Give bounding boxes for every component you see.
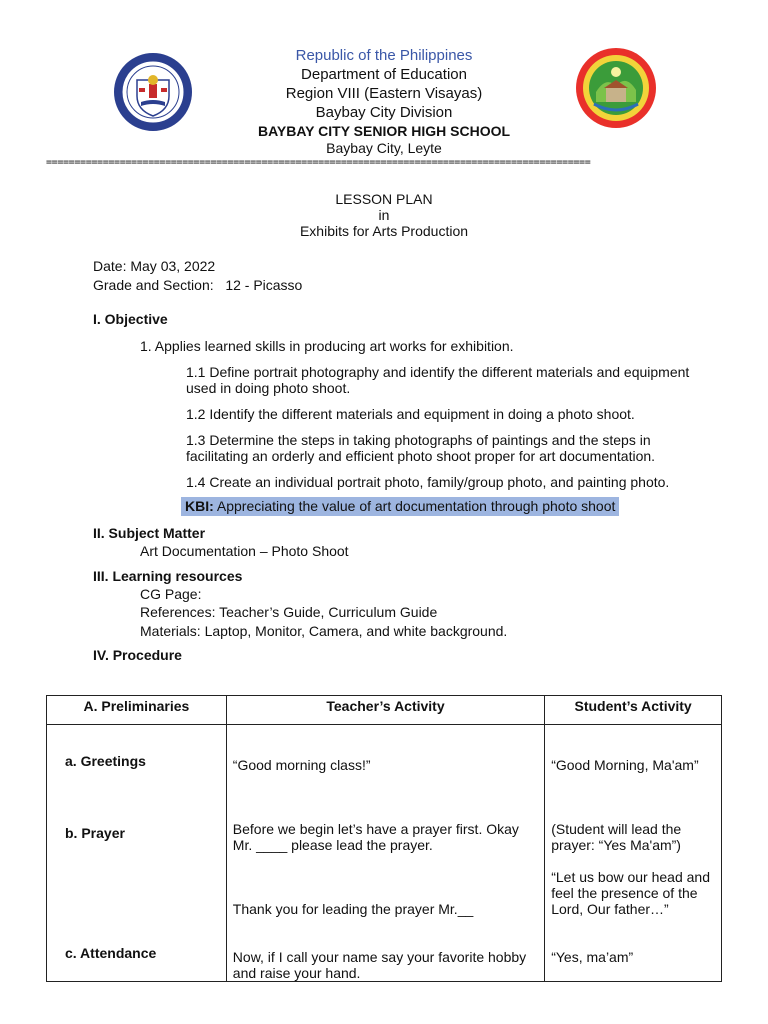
objective-main: 1. Applies learned skills in producing art works for exhibition. xyxy=(140,338,514,354)
teacher-activity: Before we begin let’s have a prayer first. Okay Mr. ____ please lead the prayer. xyxy=(232,821,519,853)
department-label: Department of Education xyxy=(301,66,467,83)
resources-references: References: Teacher’s Guide, Curriculum Guide xyxy=(140,604,438,620)
teacher-activity: “Good morning class!” xyxy=(232,757,371,773)
school-name: BAYBAY CITY SENIOR HIGH SCHOOL xyxy=(257,123,511,139)
objective-item: 1.3 Determine the steps in taking photographs of paintings and the steps in facilitating an orderly and efficient photo shoot proper for art documentation. xyxy=(186,432,656,464)
label-cell xyxy=(47,725,227,982)
region-label: Region VIII (Eastern Visayas) xyxy=(285,85,483,102)
procedure-table xyxy=(46,695,722,982)
grade-section-value: 12 - Picasso xyxy=(225,277,303,293)
lesson-plan-title: LESSON PLAN xyxy=(335,191,433,207)
row-label: b. Prayer xyxy=(65,825,125,841)
republic-label: Republic of the Philippines xyxy=(295,47,473,64)
header-separator: ================================================================================================ xyxy=(46,157,591,168)
table-header-row xyxy=(47,696,722,725)
grade-section-line xyxy=(93,277,302,293)
teacher-activity: Thank you for leading the prayer Mr.__ xyxy=(232,901,474,917)
resources-cg: CG Page: xyxy=(140,586,202,602)
objective-item: 1.4 Create an individual portrait photo, family/group photo, and painting photo. xyxy=(186,474,670,490)
teacher-activity: Now, if I call your name say your favorite hobby and raise your hand. xyxy=(232,949,527,981)
title-in: in xyxy=(378,207,390,223)
school-address: Baybay City, Leyte xyxy=(326,140,442,156)
date-line: Date: May 03, 2022 xyxy=(93,258,216,274)
resources-materials: Materials: Laptop, Monitor, Camera, and white background. xyxy=(140,623,508,639)
student-cell xyxy=(545,725,722,982)
subject-title: Exhibits for Arts Production xyxy=(299,223,469,239)
student-activity: “Yes, ma’am” xyxy=(551,949,634,965)
grade-section-label: Grade and Section: xyxy=(93,277,214,293)
procedure-heading: IV. Procedure xyxy=(93,647,182,663)
objective-item: 1.2 Identify the different materials and equipment in doing a photo shoot. xyxy=(186,406,635,422)
kbi-label: KBI: xyxy=(185,498,214,514)
table-row xyxy=(47,725,722,982)
student-activity: (Student will lead the prayer: “Yes Ma'am”) xyxy=(551,821,682,853)
row-label: c. Attendance xyxy=(65,945,157,961)
column-header: Student’s Activity xyxy=(545,696,722,725)
student-activity: “Good Morning, Ma'am” xyxy=(551,757,699,773)
kbi-line xyxy=(181,498,619,514)
kbi-highlight xyxy=(181,497,619,516)
student-activity: “Let us bow our head and feel the presence of the Lord, Our father…” xyxy=(551,869,710,917)
objective-item: 1.1 Define portrait photography and identify the different materials and equipment used in doing photo shoot. xyxy=(186,364,690,396)
objective-heading: I. Objective xyxy=(93,311,168,327)
column-header: Teacher’s Activity xyxy=(226,696,544,725)
resources-heading: III. Learning resources xyxy=(93,568,243,584)
subject-heading: II. Subject Matter xyxy=(93,525,206,541)
subject-text: Art Documentation – Photo Shoot xyxy=(140,543,349,559)
column-header: A. Preliminaries xyxy=(47,696,227,725)
division-label: Baybay City Division xyxy=(315,104,453,121)
kbi-text: Appreciating the value of art documentation through photo shoot xyxy=(213,498,616,514)
row-label: a. Greetings xyxy=(65,753,146,769)
teacher-cell xyxy=(226,725,544,982)
